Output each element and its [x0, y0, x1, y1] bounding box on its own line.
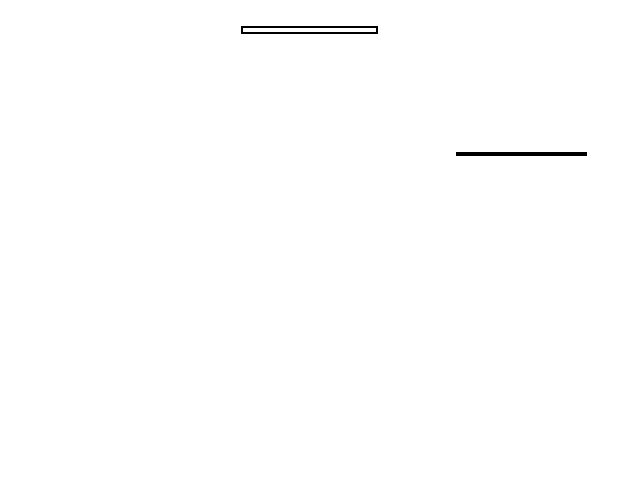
mixing-ratio-axis-label-shadow: [381, 227, 393, 347]
indices-table: [456, 152, 587, 156]
chart-legend: [241, 26, 378, 34]
